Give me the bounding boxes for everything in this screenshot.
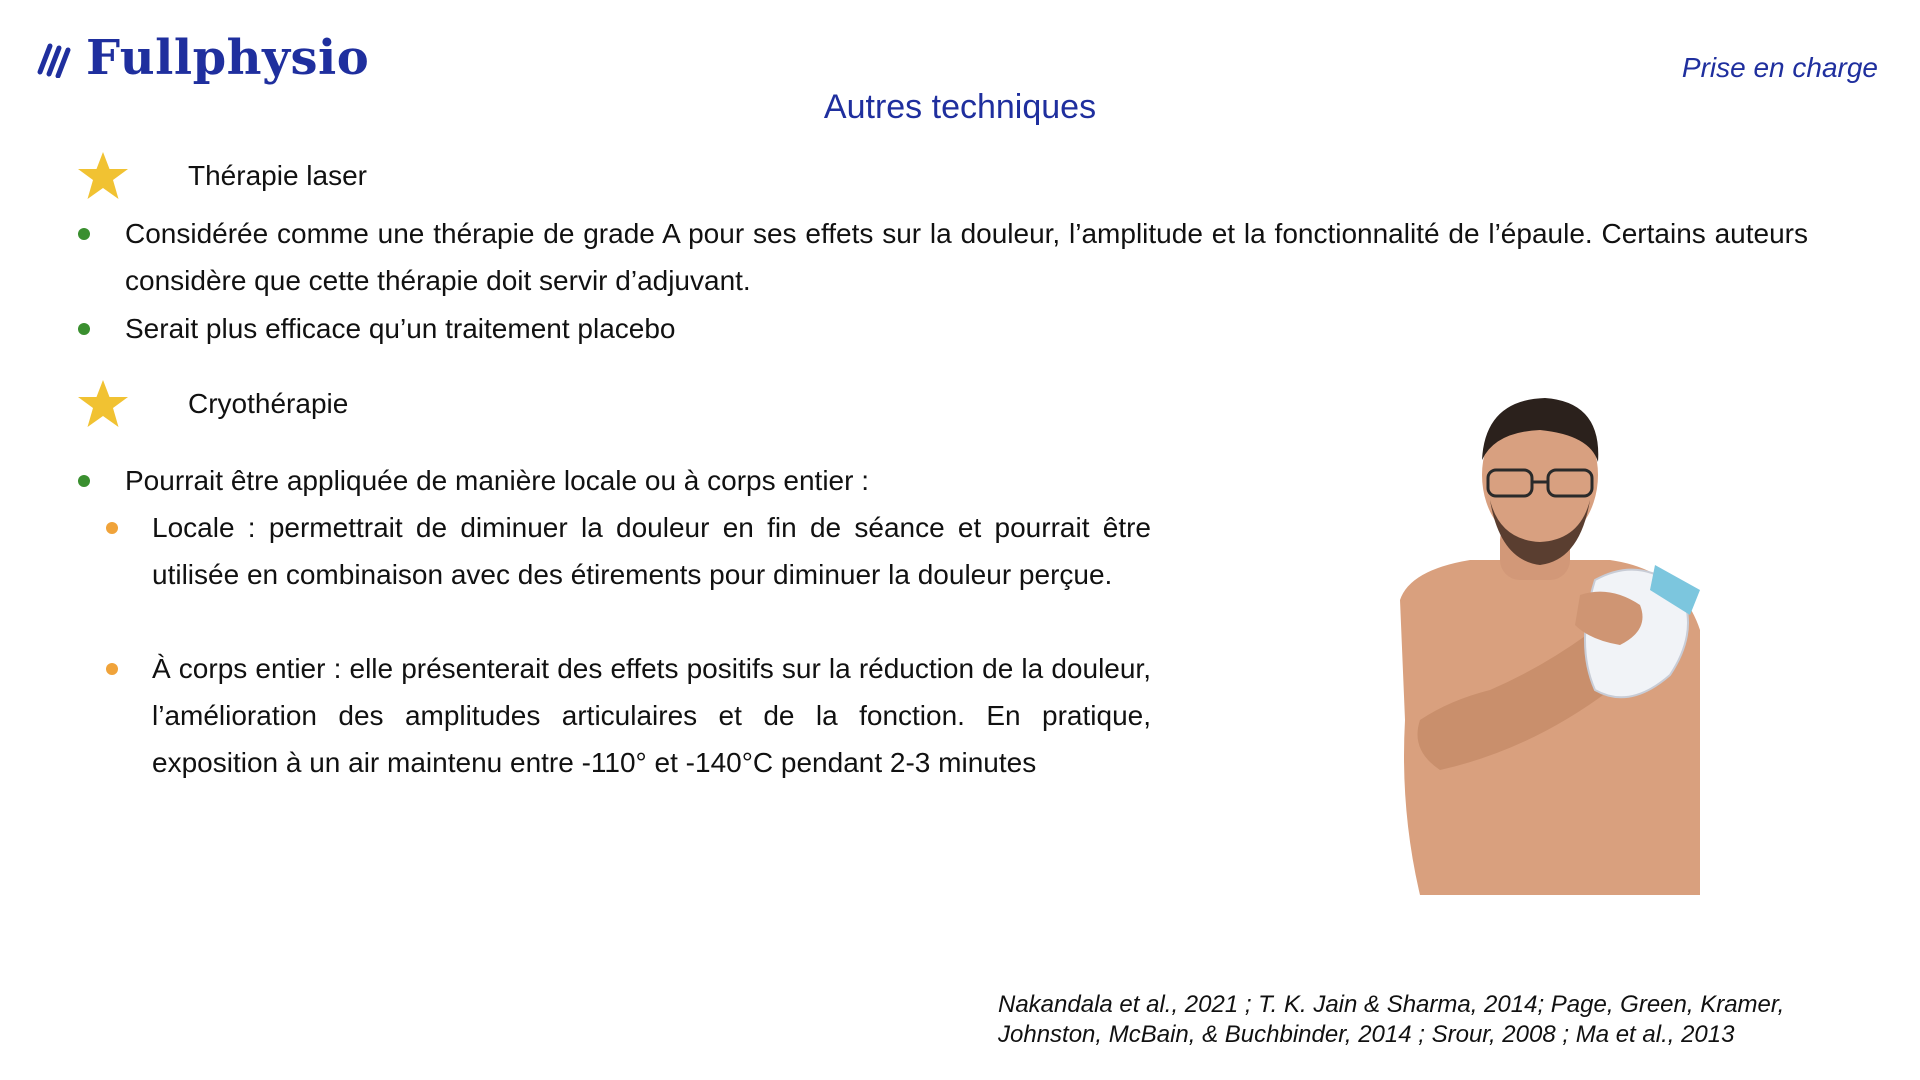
reference-line: Nakandala et al., 2021 ; T. K. Jain & Sharma, 2014; Page, Green, Kramer, — [998, 991, 1785, 1018]
star-icon — [76, 378, 130, 430]
sub-list-item — [106, 504, 1151, 598]
section-header-cryo — [76, 378, 348, 430]
logo-text: Fullphysio — [86, 30, 370, 86]
star-icon — [76, 150, 130, 202]
ice-pack-photo — [1380, 390, 1740, 895]
bullet-dot-icon — [78, 228, 90, 240]
list-item — [78, 457, 978, 504]
bullet-dot-icon — [106, 663, 118, 675]
sub-list-item — [106, 645, 1151, 786]
sub-list-item-text: À corps entier : elle présenterait des effets positifs sur la réduction de la douleur, l’amélioration des amplitudes articulaires et de la fonction. En pratique, exposition à un air maintenu entre -110° et -140°C pendant 2-3 minutes — [152, 653, 1151, 778]
section-header-laser — [76, 150, 367, 202]
list-item-text: Serait plus efficace qu’un traitement placebo — [125, 313, 676, 344]
list-item — [78, 305, 978, 352]
list-item-text: Pourrait être appliquée de manière locale ou à corps entier : — [125, 465, 869, 496]
bullet-dot-icon — [78, 323, 90, 335]
list-item — [78, 210, 1808, 304]
section-heading: Thérapie laser — [188, 160, 367, 191]
section-label: Prise en charge — [1681, 52, 1878, 83]
list-item-text: Considérée comme une thérapie de grade A pour ses effets sur la douleur, l’amplitude et la fonctionnalité de l’épaule. Certains auteurs considère que cette thérapie doit servir d’adjuvant. — [125, 218, 1808, 296]
brand-logo — [36, 30, 370, 86]
references — [998, 990, 1858, 1050]
logo-slashes-icon — [36, 38, 72, 78]
page-title: Autres techniques — [823, 88, 1097, 126]
bullet-dot-icon — [78, 475, 90, 487]
bullet-dot-icon — [106, 522, 118, 534]
sub-list-item-text: Locale : permettrait de diminuer la douleur en fin de séance et pourrait être utilisée en combinaison avec des étirements pour diminuer la douleur perçue. — [152, 512, 1151, 590]
reference-line: Johnston, McBain, & Buchbinder, 2014 ; Srour, 2008 ; Ma et al., 2013 — [998, 1021, 1735, 1048]
section-heading: Cryothérapie — [188, 388, 349, 419]
